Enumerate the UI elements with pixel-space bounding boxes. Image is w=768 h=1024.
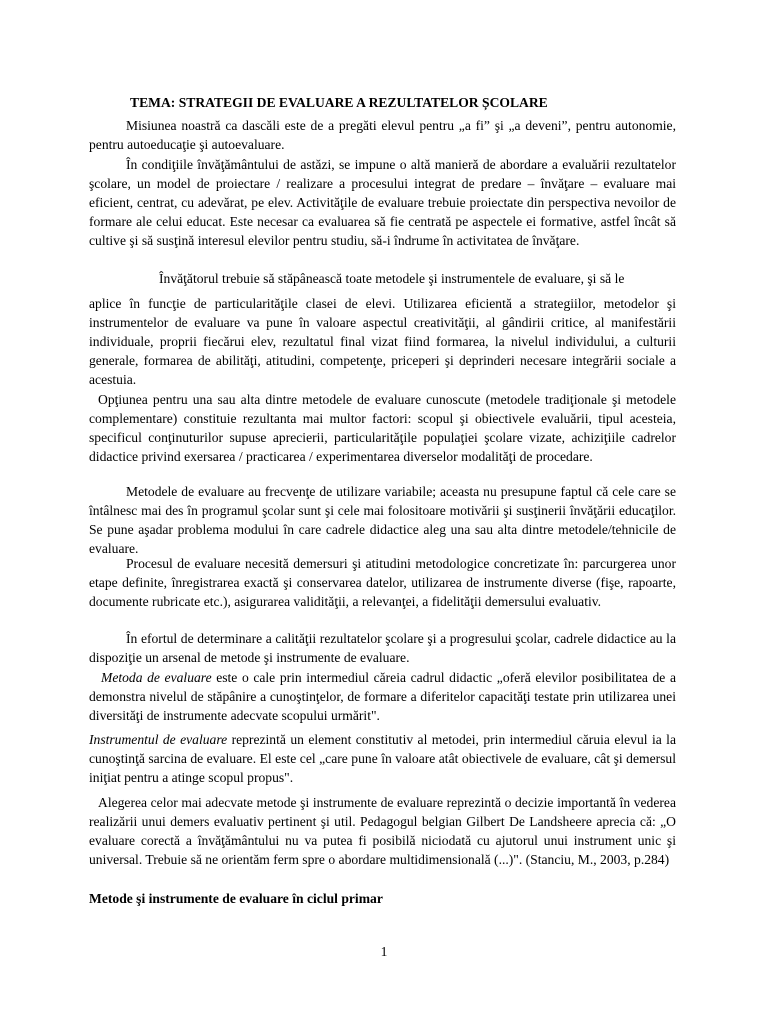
term-metoda-de-evaluare: Metoda de evaluare bbox=[101, 670, 212, 685]
paragraph-9-text: reprezintă un element constitutiv al metodei, prin intermediul căruia elevul ia la cunoştinţă sarcina de evaluare. El este cel „care pune în valoare atât obiectivele de evaluare, cât şi demersul iniţiat pentru a atinge scopul propus". bbox=[89, 732, 676, 785]
paragraph-2: În condiţiile învăţământului de astăzi, se impune o altă manieră de abordare a evaluării rezultatelor şcolare, un model de proiectare / realizare a procesului integrat de predare – învăţare – evaluare mai eficient, centrat, cu adevărat, pe elev. Activităţile de evaluare trebuie proiectate din perspectiva nevoilor de formare ale celui educat. Este necesar ca evaluarea să fie centrată pe aspectele ei formative, astfel încât să cultive şi să susţină interesul elevilor pentru studiu, să-i îndrume în activitatea de învăţare. bbox=[89, 157, 676, 248]
paragraph-9 bbox=[89, 730, 676, 787]
paragraph-8 bbox=[89, 668, 676, 725]
paragraph-1: Misiunea noastră ca dascăli este de a pregăti elevul pentru „a fi” şi „a deveni”, pentru autonomie, pentru autoeducaţie şi autoevaluare. bbox=[89, 118, 676, 152]
paragraph-4: Opţiunea pentru una sau alta dintre metodele de evaluare cunoscute (metodele tradiţionale şi metodele complementare) constituie rezultanta mai multor factori: scopul şi obiectivele evaluării, tipul acesteia, specificul conţinuturilor supuse aprecierii, particularităţile populaţiei şcolare vizate, achiziţiile cadrelor didactice privind exersarea / practicarea / experimentarea diverselor modalităţi de procedare. bbox=[89, 392, 676, 464]
paragraph-7: În efortul de determinare a calităţii rezultatelor şcolare şi a progresului şcolar, cadrele didactice au la dispoziţie un arsenal de metode şi instrumente de evaluare. bbox=[89, 631, 676, 665]
paragraph-5: Metodele de evaluare au frecvenţe de utilizare variabile; aceasta nu presupune faptul că cele care se întâlnesc mai des în programul şcolar sunt şi cele mai folositoare motivării şi susţinerii învăţării educaţilor. Se pune aşadar problema modului în care cadrele didactice aleg una sau alta dintre metodele/tehnicile de evaluare. bbox=[89, 484, 676, 556]
paragraph-10: Alegerea celor mai adecvate metode şi instrumente de evaluare reprezintă o decizie importantă în vederea realizării unui demers evaluativ pertinent şi util. Pedagogul belgian Gilbert De Landsheere aprecia că: „O evaluare corectă a învăţământului nu va putea fi posibilă niciodată cu ajutorul unui instrument unic şi universal. Trebuie să ne orientăm ferm spre o abordare multidimensională (...)". (Stanciu, M., 2003, p.284) bbox=[89, 795, 676, 867]
paragraph-3-first-line: Învăţătorul trebuie să stăpânească toate metodele şi instrumentele de evaluare, şi să le bbox=[159, 271, 625, 286]
document-title: TEMA: STRATEGII DE EVALUARE A REZULTATELOR ȘCOLARE bbox=[130, 95, 548, 110]
paragraph-8-text: este o cale prin intermediul căreia cadrul didactic „oferă elevilor posibilitatea de a demonstra nivelul de stăpânire a cunoştinţelor, de formare a diferitelor capacităţi testate prin utilizarea unei diversităţi de instrumente adecvate scopului urmărit". bbox=[89, 670, 676, 723]
paragraph-6: Procesul de evaluare necesită demersuri şi atitudini metodologice concretizate în: parcurgerea unor etape definite, înregistrarea exactă şi conservarea datelor, utilizarea de instrumente diverse (fişe, rapoarte, documente rubricate etc.), asigurarea validităţii, a relevanţei, a fidelităţii demersului evaluativ. bbox=[89, 556, 676, 609]
page-number: 1 bbox=[380, 944, 388, 959]
paragraph-3: aplice în funcţie de particularităţile clasei de elevi. Utilizarea eficientă a strategiilor, metodelor şi instrumentelor de evaluare va pune în valoare aspectul creativităţii, al gândirii critice, al manifestării individuale, proprii fiecărui elev, rezultatul final vizat fiind formarea, la nivelul individului, a culturii generale, formarea de abilităţi, atitudini, competenţe, priceperi şi deprinderi necesare integrării sociale a acestuia. bbox=[89, 296, 676, 387]
term-instrumentul-de-evaluare: Instrumentul de evaluare bbox=[89, 732, 228, 747]
section-heading: Metode şi instrumente de evaluare în ciclul primar bbox=[89, 891, 383, 906]
